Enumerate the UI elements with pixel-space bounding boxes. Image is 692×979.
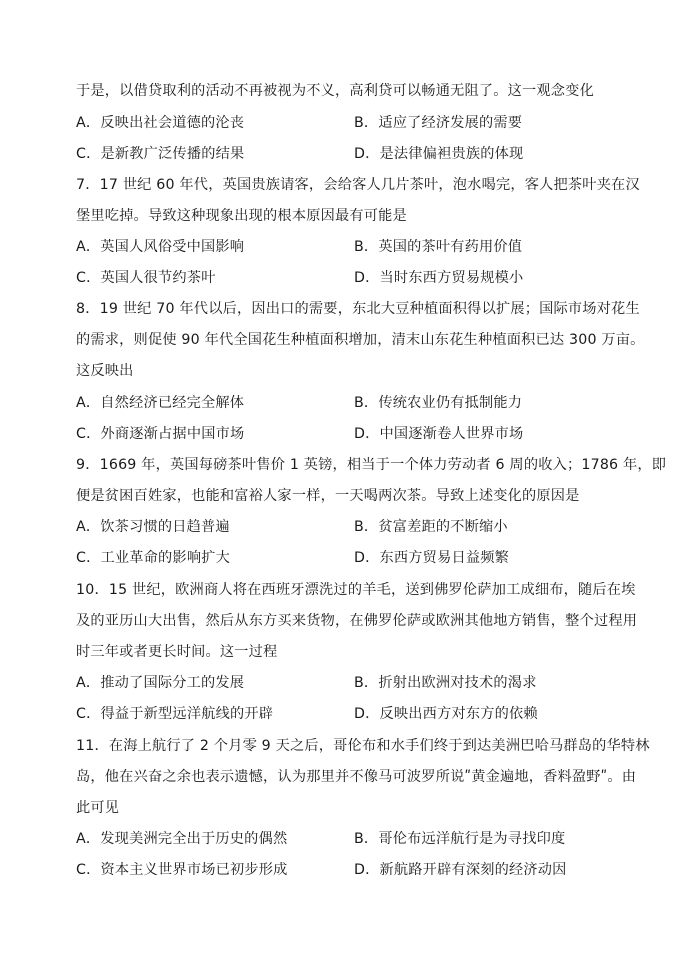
- question-7-option-d[interactable]: D．当时东西方贸易规模小: [354, 270, 524, 286]
- question-10-option-d[interactable]: D．反映出西方对东方的依赖: [354, 706, 538, 722]
- question-9-stem-line-2: 便是贫困百姓家，也能和富裕人家一样，一天喝两次茶。导致上述变化的原因是: [76, 488, 580, 504]
- question-8-option-d[interactable]: D．中国逐渐卷人世界市场: [354, 426, 524, 442]
- question-10-option-a[interactable]: A．推动了国际分工的发展: [76, 675, 245, 691]
- question-7-stem-line-2: 堡里吃掉。导致这种现象出现的根本原因最有可能是: [76, 208, 407, 224]
- question-8-option-b[interactable]: B．传统农业仍有抵制能力: [354, 395, 523, 411]
- question-11-option-c[interactable]: C．资本主义世界市场已初步形成: [76, 862, 288, 878]
- question-10-stem-line-3: 时三年或者更长时间。这一过程: [76, 644, 278, 660]
- question-11-options-row-2: [76, 860, 636, 880]
- question-7-option-c[interactable]: C．英国人很节约茶叶: [76, 270, 216, 286]
- question-8-option-c[interactable]: C．外商逐渐占据中国市场: [76, 426, 245, 442]
- question-11-stem-line-2: 岛，他在兴奋之余也表示遗憾，认为那里并不像马可波罗所说ʺ黄金遍地，香料盈野ʺ。由: [76, 769, 637, 785]
- question-8-option-a[interactable]: A．自然经济已经完全解体: [76, 395, 245, 411]
- question-9-option-b[interactable]: B．贫富差距的不断缩小: [354, 519, 508, 535]
- question-7-option-a[interactable]: A．英国人风俗受中国影响: [76, 239, 245, 255]
- question-7-option-b[interactable]: B．英国的茶叶有药用价值: [354, 239, 523, 255]
- question-10-options-row-2: [76, 704, 636, 724]
- question-9-options-row-1: [76, 517, 636, 537]
- question-7-stem-line-1: 7．17 世纪 60 年代，英国贵族请客，会给客人几片茶叶，泡水喝完，客人把茶叶夹在汉: [76, 177, 640, 193]
- question-10-option-c[interactable]: C．得益于新型远洋航线的开辟: [76, 706, 274, 722]
- question-8-stem-line-2: 的需求，则促使 90 年代全国花生种植面积增加，清末山东花生种植面积已达 300 万亩。: [76, 332, 645, 348]
- question-8-stem-line-1: 8．19 世纪 70 年代以后，因出口的需要，东北大豆种植面积得以扩展；国际市场对花生: [76, 301, 640, 317]
- question-7-options-row-2: [76, 268, 636, 288]
- question-6-option-b[interactable]: B．适应了经济发展的需要: [354, 115, 523, 131]
- question-6-options-row-2: [76, 144, 636, 164]
- question-9-stem-line-1: 9．1669 年，英国每磅茶叶售价 1 英镑，相当于一个体力劳动者 6 周的收入；1786 年，即: [76, 457, 667, 473]
- question-11-option-a[interactable]: A．发现美洲完全出于历史的偶然: [76, 831, 288, 847]
- question-11-stem-line-3: 此可见: [76, 800, 120, 816]
- question-8-stem-line-3: 这反映出: [76, 363, 134, 379]
- question-10-option-b[interactable]: B．折射出欧洲对技术的渴求: [354, 675, 537, 691]
- question-6-option-c[interactable]: C．是新教广泛传播的结果: [76, 146, 245, 162]
- question-11-option-d[interactable]: D．新航路开辟有深刻的经济动因: [354, 862, 567, 878]
- question-9-option-a[interactable]: A．饮茶习惯的日趋普遍: [76, 519, 230, 535]
- question-6-options-row-1: [76, 113, 636, 133]
- question-10-options-row-1: [76, 673, 636, 693]
- question-6-option-a[interactable]: A．反映出社会道德的沦丧: [76, 115, 245, 131]
- question-6-stem-tail: 于是，以借贷取利的活动不再被视为不义，高利贷可以畅通无阻了。这一观念变化: [76, 83, 594, 99]
- question-10-stem-line-1: 10．15 世纪，欧洲商人将在西班牙漂洗过的羊毛，送到佛罗伦萨加工成细布，随后在埃: [76, 582, 636, 598]
- question-9-options-row-2: [76, 548, 636, 568]
- question-6-option-d[interactable]: D．是法律偏袒贵族的体现: [354, 146, 524, 162]
- question-9-option-d[interactable]: D．东西方贸易日益频繁: [354, 550, 510, 566]
- question-8-options-row-2: [76, 424, 636, 444]
- question-11-stem-line-1: 11．在海上航行了 2 个月零 9 天之后，哥伦布和水手们终于到达美洲巴哈马群岛的华特林: [76, 738, 650, 754]
- question-9-option-c[interactable]: C．工业革命的影响扩大: [76, 550, 230, 566]
- question-11-options-row-1: [76, 829, 636, 849]
- question-8-options-row-1: [76, 393, 636, 413]
- question-11-option-b[interactable]: B．哥伦布远洋航行是为寻找印度: [354, 831, 566, 847]
- question-7-options-row-1: [76, 237, 636, 257]
- question-10-stem-line-2: 及的亚历山大出售，然后从东方买来货物，在佛罗伦萨或欧洲其他地方销售，整个过程用: [76, 613, 638, 629]
